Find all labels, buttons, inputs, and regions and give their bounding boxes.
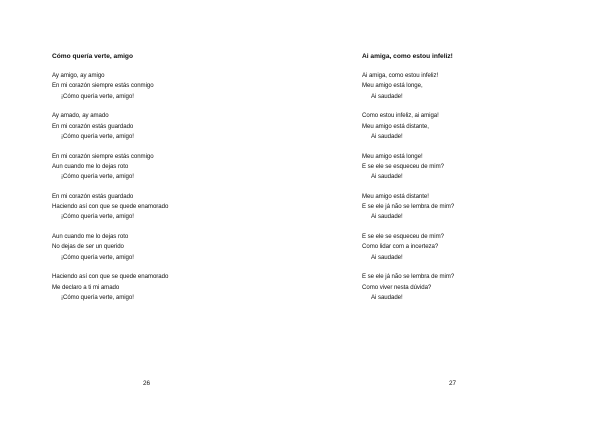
verse-line: En mi corazón siempre estás conmigo: [52, 152, 154, 160]
stanza: [52, 192, 282, 223]
stanza: [362, 272, 592, 303]
verse-line: Aun cuando me lo dejas roto: [52, 233, 129, 241]
verse-line: E se ele já não se lembra de mim?: [362, 273, 455, 281]
stanza: [52, 152, 282, 183]
verse-line: En mi corazón estás guardado: [52, 192, 134, 200]
refrain-line: Ai saudade!: [371, 173, 403, 181]
refrain-line: Ai saudade!: [371, 213, 403, 221]
refrain-line: ¡Cómo quería verte, amigo!: [61, 132, 134, 140]
verse-line: Meu amigo está distante!: [362, 192, 429, 200]
poem-right: [362, 53, 592, 313]
verse-line: Meu amigo está longe!: [362, 152, 423, 160]
refrain-line: ¡Cómo quería verte, amigo!: [61, 294, 134, 301]
stanza: [362, 71, 592, 102]
poem-title: Cómo quería verte, amigo: [52, 53, 133, 60]
refrain-line: ¡Cómo quería verte, amigo!: [61, 92, 134, 100]
verse-line: Aun cuando me lo dejas roto: [52, 162, 129, 170]
verse-line: E se ele se esqueceu de mim?: [362, 233, 444, 241]
verse-line: Ay amigo, ay amigo: [52, 72, 105, 79]
stanza: [362, 232, 592, 263]
right-page: [300, 0, 600, 425]
verse-line: No dejas de ser un querido: [52, 243, 124, 251]
refrain-line: ¡Cómo quería verte, amigo!: [61, 173, 134, 181]
stanza: [52, 71, 282, 102]
verse-line: Como estou infeliz, ai amiga!: [362, 112, 439, 120]
refrain-line: Ai saudade!: [371, 132, 403, 140]
stanza: [52, 232, 282, 263]
page-number: 27: [449, 380, 457, 387]
verse-line: Como viver nesta dúvida?: [362, 283, 432, 291]
verse-line: Ay amado, ay amado: [52, 112, 109, 120]
poem-left: [52, 53, 282, 313]
verse-line: En mi corazón siempre estás conmigo: [52, 82, 154, 90]
verse-line: E se ele já não se lembra de mim?: [362, 203, 455, 211]
verse-line: Meu amigo está distante,: [362, 122, 429, 130]
verse-line: Ai amiga, como estou infeliz!: [362, 72, 439, 79]
refrain-line: Ai saudade!: [371, 294, 403, 301]
stanza: [362, 152, 592, 183]
verse-line: E se ele se esqueceu de mim?: [362, 162, 444, 170]
refrain-line: ¡Cómo quería verte, amigo!: [61, 213, 134, 221]
refrain-line: Ai saudade!: [371, 92, 403, 100]
verse-line: Haciendo así con que se quede enamorado: [52, 203, 169, 211]
stanza: [52, 272, 282, 303]
refrain-line: ¡Cómo quería verte, amigo!: [61, 253, 134, 261]
verse-line: Meu amigo está longe,: [362, 82, 423, 90]
stanza: [52, 111, 282, 142]
verse-line: Me declaro a ti mi amado: [52, 283, 120, 291]
verse-line: Como lidar com a incerteza?: [362, 243, 439, 251]
verse-line: Haciendo así con que se quede enamorado: [52, 273, 169, 281]
stanza: [362, 111, 592, 142]
refrain-line: Ai saudade!: [371, 253, 403, 261]
page-number: 26: [143, 380, 151, 387]
stanza: [362, 192, 592, 223]
poem-title: Ai amiga, como estou infeliz!: [362, 53, 453, 60]
verse-line: En mi corazón estás guardado: [52, 122, 134, 130]
